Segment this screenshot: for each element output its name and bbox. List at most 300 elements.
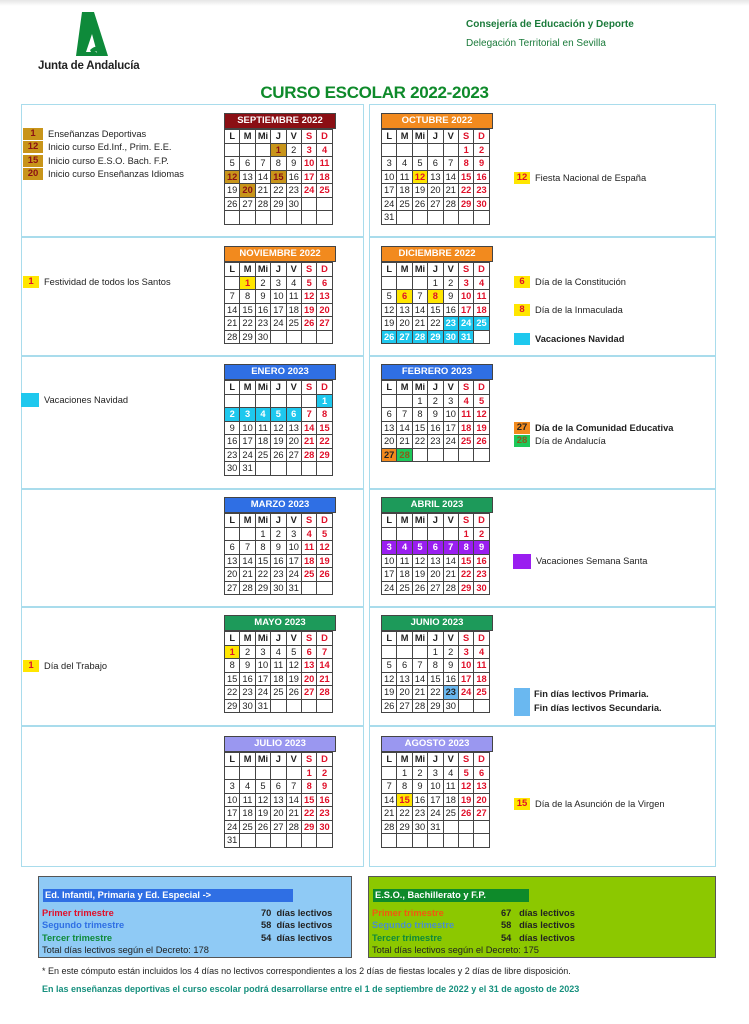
weekday-header: V	[443, 753, 458, 767]
day-cell: 25	[317, 184, 332, 198]
day-cell: 27	[382, 448, 397, 462]
day-cell: 6	[428, 157, 443, 171]
day-cell: 6	[397, 290, 412, 304]
day-cell	[271, 834, 286, 848]
calendar-month	[224, 615, 336, 713]
day-cell: 30	[474, 197, 489, 211]
day-cell: 25	[474, 686, 489, 700]
day-cell	[443, 820, 458, 834]
swatch-navidad	[514, 333, 530, 345]
day-cell: 27	[301, 686, 316, 700]
day-cell: 22	[255, 568, 270, 582]
day-cell: 10	[382, 170, 397, 184]
day-cell	[474, 834, 489, 848]
day-cell: 2	[428, 394, 443, 408]
weekday-header: V	[286, 632, 301, 646]
day-cell: 30	[474, 581, 489, 595]
day-cell	[255, 211, 270, 225]
weekday-header: M	[240, 130, 255, 144]
day-cell: 14	[286, 793, 301, 807]
day-cell: 19	[317, 554, 332, 568]
day-cell	[271, 462, 286, 476]
day-cell: 13	[382, 421, 397, 435]
day-cell	[382, 394, 397, 408]
day-cell	[412, 143, 427, 157]
weekday-header: D	[317, 514, 332, 528]
weekday-header: D	[317, 130, 332, 144]
day-cell: 7	[255, 157, 270, 171]
day-cell: 12	[382, 672, 397, 686]
day-cell: 25	[286, 317, 301, 331]
day-cell	[382, 527, 397, 541]
day-cell: 5	[412, 157, 427, 171]
day-cell: 13	[397, 672, 412, 686]
day-cell: 8	[317, 408, 332, 422]
legend-august	[514, 797, 665, 811]
day-cell	[397, 394, 412, 408]
day-cell	[271, 330, 286, 344]
day-cell: 29	[225, 699, 240, 713]
day-cell: 4	[474, 276, 489, 290]
day-cell: 10	[301, 157, 316, 171]
stats-label: Segundo trimestre	[42, 920, 125, 930]
day-cell: 1	[240, 276, 255, 290]
day-cell	[240, 527, 255, 541]
stats-label: Primer trimestre	[372, 908, 444, 918]
day-cell: 27	[225, 581, 240, 595]
day-cell: 22	[225, 686, 240, 700]
day-cell: 22	[301, 807, 316, 821]
day-cell: 31	[382, 211, 397, 225]
day-cell: 14	[317, 659, 332, 673]
legend-text: Fin días lectivos Secundaria.	[534, 703, 662, 713]
day-cell	[428, 143, 443, 157]
day-cell: 9	[412, 780, 427, 794]
weekday-header: Mi	[255, 381, 270, 395]
day-cell: 20	[240, 184, 255, 198]
weekday-header: J	[271, 130, 286, 144]
day-cell: 17	[286, 554, 301, 568]
day-cell	[458, 699, 473, 713]
stats-value: 54 días lectivos	[261, 933, 333, 943]
day-cell: 17	[225, 807, 240, 821]
day-cell: 25	[397, 197, 412, 211]
day-cell: 2	[271, 527, 286, 541]
weekday-header: M	[240, 381, 255, 395]
day-cell	[271, 211, 286, 225]
day-cell: 24	[382, 197, 397, 211]
day-cell: 25	[397, 581, 412, 595]
day-cell: 14	[412, 672, 427, 686]
day-cell: 25	[474, 317, 489, 331]
legend-february	[514, 421, 673, 448]
day-cell: 20	[382, 435, 397, 449]
day-cell: 15	[412, 421, 427, 435]
month-header: JULIO 2023	[224, 736, 336, 752]
day-cell: 27	[428, 197, 443, 211]
day-cell	[317, 462, 332, 476]
day-cell: 26	[255, 820, 270, 834]
day-cell	[428, 834, 443, 848]
day-cell: 16	[240, 672, 255, 686]
day-cell: 28	[443, 581, 458, 595]
day-cell: 19	[458, 793, 473, 807]
calendar-month	[381, 113, 493, 225]
day-cell	[225, 527, 240, 541]
weekday-header: J	[271, 514, 286, 528]
day-cell: 11	[443, 780, 458, 794]
logo-text: Junta de Andalucía	[38, 60, 140, 72]
day-cell: 3	[382, 541, 397, 555]
day-cell	[255, 462, 270, 476]
weekday-header: D	[474, 514, 489, 528]
day-cell: 1	[458, 527, 473, 541]
legend-text: Día de la Comunidad Educativa	[535, 422, 674, 433]
day-cell: 28	[397, 448, 412, 462]
day-cell: 18	[458, 421, 473, 435]
stats-label: Tercer trimestre	[372, 933, 443, 943]
day-cell: 1	[255, 527, 270, 541]
weekday-header: J	[428, 632, 443, 646]
day-cell	[397, 645, 412, 659]
day-cell: 27	[397, 699, 412, 713]
swatch-festivo: 8	[514, 304, 530, 316]
day-cell	[225, 394, 240, 408]
legend-november	[23, 275, 171, 289]
calendar-month	[224, 736, 336, 848]
day-cell: 16	[443, 303, 458, 317]
day-cell: 13	[428, 554, 443, 568]
weekday-header: D	[317, 381, 332, 395]
day-cell: 25	[240, 820, 255, 834]
day-cell: 12	[412, 554, 427, 568]
calendar-month	[224, 113, 336, 225]
day-cell: 25	[458, 435, 473, 449]
day-cell: 24	[428, 807, 443, 821]
weekday-header: L	[382, 263, 397, 277]
legend-text: Día de la Inmaculada	[535, 305, 623, 316]
weekday-header: Mi	[255, 753, 270, 767]
day-cell: 18	[271, 672, 286, 686]
day-cell: 27	[240, 197, 255, 211]
day-cell: 20	[271, 807, 286, 821]
day-cell	[458, 448, 473, 462]
day-cell: 26	[458, 807, 473, 821]
day-cell: 9	[443, 659, 458, 673]
calendar-month	[381, 615, 493, 713]
day-cell: 7	[412, 290, 427, 304]
day-cell: 29	[255, 581, 270, 595]
day-cell: 14	[412, 303, 427, 317]
day-cell: 21	[301, 435, 316, 449]
day-cell: 26	[412, 581, 427, 595]
day-cell: 24	[458, 317, 473, 331]
legend-text: Festividad de todos los Santos	[44, 276, 171, 287]
day-cell: 8	[225, 659, 240, 673]
month-header: OCTUBRE 2022	[381, 113, 493, 129]
day-cell: 20	[428, 184, 443, 198]
stats-value: 70 días lectivos	[261, 908, 333, 918]
junta-logo	[38, 12, 148, 74]
day-cell: 15	[301, 793, 316, 807]
day-cell: 27	[317, 317, 332, 331]
weekday-header: S	[458, 263, 473, 277]
day-cell: 14	[301, 421, 316, 435]
day-cell: 27	[474, 807, 489, 821]
stats-value: 58 días lectivos	[261, 920, 333, 930]
month-header: ENERO 2023	[224, 364, 336, 380]
day-cell: 7	[412, 659, 427, 673]
day-cell	[397, 834, 412, 848]
day-cell	[382, 834, 397, 848]
day-cell: 30	[240, 699, 255, 713]
day-cell: 12	[286, 659, 301, 673]
day-cell	[301, 462, 316, 476]
day-cell	[458, 834, 473, 848]
day-cell: 17	[255, 672, 270, 686]
day-cell: 30	[412, 820, 427, 834]
weekday-header: L	[225, 263, 240, 277]
day-cell: 18	[474, 303, 489, 317]
day-cell: 5	[317, 527, 332, 541]
day-cell: 26	[271, 448, 286, 462]
day-cell	[474, 448, 489, 462]
day-cell	[474, 211, 489, 225]
weekday-header: Mi	[412, 632, 427, 646]
day-cell: 4	[255, 408, 270, 422]
stats-title: Ed. Infantil, Primaria y Ed. Especial ->	[43, 889, 293, 902]
day-cell	[443, 211, 458, 225]
day-cell: 9	[317, 780, 332, 794]
day-cell: 28	[382, 820, 397, 834]
weekday-header: S	[458, 632, 473, 646]
day-cell: 30	[443, 330, 458, 344]
day-cell: 1	[428, 645, 443, 659]
day-cell: 28	[317, 686, 332, 700]
day-cell: 24	[286, 568, 301, 582]
day-cell: 9	[225, 421, 240, 435]
weekday-header: J	[271, 381, 286, 395]
day-cell: 1	[412, 394, 427, 408]
day-cell: 3	[458, 645, 473, 659]
day-cell: 20	[428, 568, 443, 582]
day-cell	[382, 143, 397, 157]
day-cell: 26	[225, 197, 240, 211]
weekday-header: V	[286, 130, 301, 144]
day-cell: 9	[443, 290, 458, 304]
stats-total: Total días lectivos según el Decreto: 175	[372, 945, 539, 955]
weekday-header: M	[240, 263, 255, 277]
org-line1: Consejería de Educación y Deporte	[466, 19, 634, 30]
weekday-header: Mi	[412, 130, 427, 144]
weekday-header: Mi	[412, 753, 427, 767]
day-cell: 6	[428, 541, 443, 555]
day-cell	[286, 211, 301, 225]
day-cell	[474, 330, 489, 344]
day-cell: 21	[382, 807, 397, 821]
day-cell: 4	[271, 645, 286, 659]
day-cell: 31	[240, 462, 255, 476]
day-cell: 7	[443, 157, 458, 171]
weekday-header: Mi	[255, 130, 270, 144]
legend-text: Inicio curso E.S.O. Bach. F.P.	[48, 155, 169, 166]
day-cell: 30	[317, 820, 332, 834]
weekday-header: Mi	[255, 514, 270, 528]
day-cell: 13	[474, 780, 489, 794]
weekday-header: L	[225, 381, 240, 395]
weekday-header: V	[443, 632, 458, 646]
day-cell: 22	[428, 686, 443, 700]
legend-text: Vacaciones Semana Santa	[536, 556, 648, 566]
day-cell: 28	[255, 197, 270, 211]
day-cell: 28	[225, 330, 240, 344]
day-cell: 6	[382, 408, 397, 422]
day-cell: 4	[240, 780, 255, 794]
weekday-header: L	[382, 381, 397, 395]
weekday-header: L	[382, 632, 397, 646]
day-cell: 25	[301, 568, 316, 582]
day-cell: 1	[397, 766, 412, 780]
month-header: JUNIO 2023	[381, 615, 493, 631]
day-cell: 23	[271, 568, 286, 582]
day-cell: 3	[225, 780, 240, 794]
stats-title: E.S.O., Bachillerato y F.P.	[373, 889, 529, 902]
day-cell	[397, 527, 412, 541]
day-cell	[255, 394, 270, 408]
weekday-header: M	[397, 130, 412, 144]
day-cell: 14	[397, 421, 412, 435]
weekday-header: L	[225, 130, 240, 144]
day-cell: 4	[397, 157, 412, 171]
day-cell	[225, 276, 240, 290]
day-cell: 24	[443, 435, 458, 449]
weekday-header: M	[240, 753, 255, 767]
day-cell: 10	[382, 554, 397, 568]
day-cell: 28	[412, 330, 427, 344]
day-cell: 20	[225, 568, 240, 582]
swatch-navidad	[21, 393, 39, 407]
day-cell: 8	[458, 541, 473, 555]
legend-september	[23, 127, 184, 181]
day-cell: 28	[301, 448, 316, 462]
day-cell: 9	[271, 541, 286, 555]
day-cell: 18	[286, 303, 301, 317]
day-cell	[397, 211, 412, 225]
day-cell: 22	[317, 435, 332, 449]
legend-december	[514, 275, 626, 346]
day-cell: 5	[474, 394, 489, 408]
day-cell: 17	[458, 303, 473, 317]
legend-text: Día de la Asunción de la Virgen	[535, 798, 665, 809]
day-cell: 9	[240, 659, 255, 673]
day-cell: 6	[240, 157, 255, 171]
swatch-inicio: 12	[23, 141, 43, 153]
swatch-festivo: 6	[514, 276, 530, 288]
deportivas-note: En las enseñanzas deportivas el curso escolar podrá desarrollarse entre el 1 de septiembre de 2022 y el 31 de agosto de 2023	[42, 984, 580, 994]
day-cell: 1	[317, 394, 332, 408]
day-cell	[382, 766, 397, 780]
day-cell: 18	[317, 170, 332, 184]
weekday-header: S	[301, 381, 316, 395]
month-header: AGOSTO 2023	[381, 736, 493, 752]
day-cell: 2	[474, 527, 489, 541]
day-cell: 8	[271, 157, 286, 171]
day-cell: 6	[286, 408, 301, 422]
day-cell: 27	[397, 330, 412, 344]
day-cell: 19	[382, 686, 397, 700]
month-header: ABRIL 2023	[381, 497, 493, 513]
day-cell: 18	[301, 554, 316, 568]
day-cell: 31	[286, 581, 301, 595]
day-cell	[317, 330, 332, 344]
org-info	[466, 15, 634, 53]
day-cell: 19	[412, 184, 427, 198]
weekday-header: V	[286, 263, 301, 277]
legend-text: Inicio curso Enseñanzas Idiomas	[48, 169, 184, 180]
weekday-header: M	[240, 632, 255, 646]
day-cell: 26	[286, 686, 301, 700]
day-cell	[225, 766, 240, 780]
day-cell: 23	[474, 568, 489, 582]
day-cell: 23	[286, 184, 301, 198]
day-cell: 22	[458, 568, 473, 582]
day-cell: 20	[286, 435, 301, 449]
day-cell: 4	[397, 541, 412, 555]
day-cell: 29	[271, 197, 286, 211]
month-header: MARZO 2023	[224, 497, 336, 513]
day-cell: 22	[397, 807, 412, 821]
stats-label: Tercer trimestre	[42, 933, 113, 943]
day-cell: 13	[301, 659, 316, 673]
day-cell	[240, 834, 255, 848]
calendar-month	[224, 246, 336, 344]
day-cell: 29	[301, 820, 316, 834]
day-cell: 15	[428, 303, 443, 317]
weekday-header: V	[443, 263, 458, 277]
day-cell: 1	[428, 276, 443, 290]
legend-april	[513, 553, 647, 569]
day-cell	[458, 211, 473, 225]
weekday-header: S	[301, 632, 316, 646]
calendar-month	[381, 364, 493, 462]
day-cell: 25	[443, 807, 458, 821]
day-cell: 17	[428, 793, 443, 807]
weekday-header: S	[301, 514, 316, 528]
day-cell: 25	[255, 448, 270, 462]
day-cell: 17	[382, 184, 397, 198]
day-cell	[428, 448, 443, 462]
day-cell: 9	[286, 157, 301, 171]
weekday-header: L	[225, 514, 240, 528]
calendar-month	[224, 364, 336, 476]
day-cell	[397, 276, 412, 290]
day-cell: 13	[397, 303, 412, 317]
day-cell: 12	[301, 290, 316, 304]
day-cell: 5	[412, 541, 427, 555]
legend-text: Día de la Constitución	[535, 276, 626, 287]
day-cell: 19	[474, 421, 489, 435]
weekday-header: D	[474, 753, 489, 767]
day-cell: 11	[397, 554, 412, 568]
weekday-header: J	[271, 632, 286, 646]
day-cell: 19	[271, 435, 286, 449]
day-cell	[301, 211, 316, 225]
legend-january	[21, 393, 128, 407]
day-cell: 19	[255, 807, 270, 821]
day-cell: 8	[301, 780, 316, 794]
day-cell: 9	[474, 541, 489, 555]
legend-text: Fin días lectivos Primaria.	[534, 689, 649, 699]
